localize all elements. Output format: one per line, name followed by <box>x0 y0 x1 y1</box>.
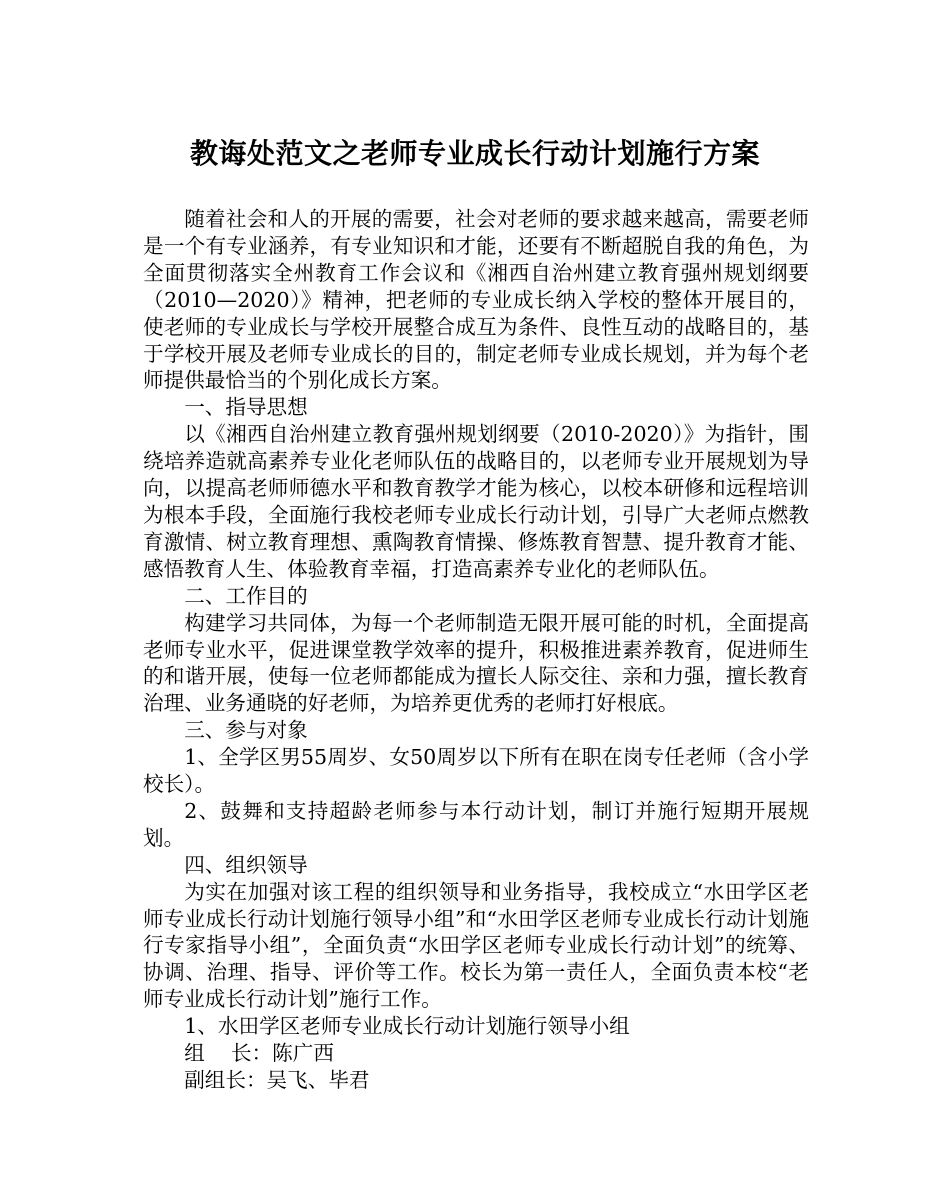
roster-deputy-leader: 副组长：吴飞、毕君 <box>184 1068 370 1092</box>
section-heading-work-goal: 二、工作目的 <box>184 583 308 608</box>
document-title: 教诲处范文之老师专业成长行动计划施行方案 <box>189 137 760 170</box>
leadership-group-heading: 1、水田学区老师专业成长行动计划施行领导小组 <box>184 1014 630 1039</box>
organization-paragraph: 为实在加强对该工程的组织领导和业务指导，我校成立“水田学区老师专业成长行动计划施行领导小组”和“水田学区老师专业成长行动计划施行专家指导小组”，全面负责“水田学区老师专业成长行动计划”的统筹、协调、治理、指导、评价等工作。校长为第一责任人，全面负责本校“老师专业成长行动计划”施行工作。 <box>143 879 809 1012</box>
work-goal-paragraph: 构建学习共同体，为每一个老师制造无限开展可能的时机，全面提高老师专业水平，促进课堂教学效率的提升，积极推进素养教育，促进师生的和谐开展，使每一位老师都能成为擅长人际交往、亲和力强，擅长教育治理、业务通晓的好老师，为培养更优秀的老师打好根底。 <box>143 610 809 716</box>
section-heading-guiding-thought: 一、指导思想 <box>184 395 308 420</box>
roster-leader: 组 长：陈广西 <box>184 1041 334 1066</box>
section-heading-organization: 四、组织领导 <box>184 852 308 877</box>
participants-item-1: 1、全学区男55周岁、女50周岁以下所有在职在岗专任老师（含小学校长）。 <box>143 745 809 797</box>
document-body <box>143 206 809 1094</box>
participants-item-2: 2、鼓舞和支持超龄老师参与本行动计划，制订并施行短期开展规划。 <box>143 798 809 850</box>
intro-paragraph: 随着社会和人的开展的需要，社会对老师的要求越来越高，需要老师是一个有专业涵养，有专业知识和才能，还要有不断超脱自我的角色，为全面贯彻落实全州教育工作会议和《湘西自治州建立教育强州规划纲要（2010—2020）》精神，把老师的专业成长纳入学校的整体开展目的，使老师的专业成长与学校开展整合成互为条件、良性互动的战略目的，基于学校开展及老师专业成长的目的，制定老师专业成长规划，并为每个老师提供最恰当的个别化成长方案。 <box>143 207 809 393</box>
section-heading-participants: 三、参与对象 <box>184 718 308 743</box>
guiding-thought-paragraph: 以《湘西自治州建立教育强州规划纲要（2010-2020）》为指针，围绕培养造就高素养专业化老师队伍的战略目的，以老师专业开展规划为导向，以提高老师师德水平和教育教学才能为核心，以校本研修和远程培训为根本手段，全面施行我校老师专业成长行动计划，引导广大老师点燃教育激情、树立教育理想、熏陶教育情操、修炼教育智慧、提升教育才能、感悟教育人生、体验教育幸福，打造高素养专业化的老师队伍。 <box>143 422 809 581</box>
